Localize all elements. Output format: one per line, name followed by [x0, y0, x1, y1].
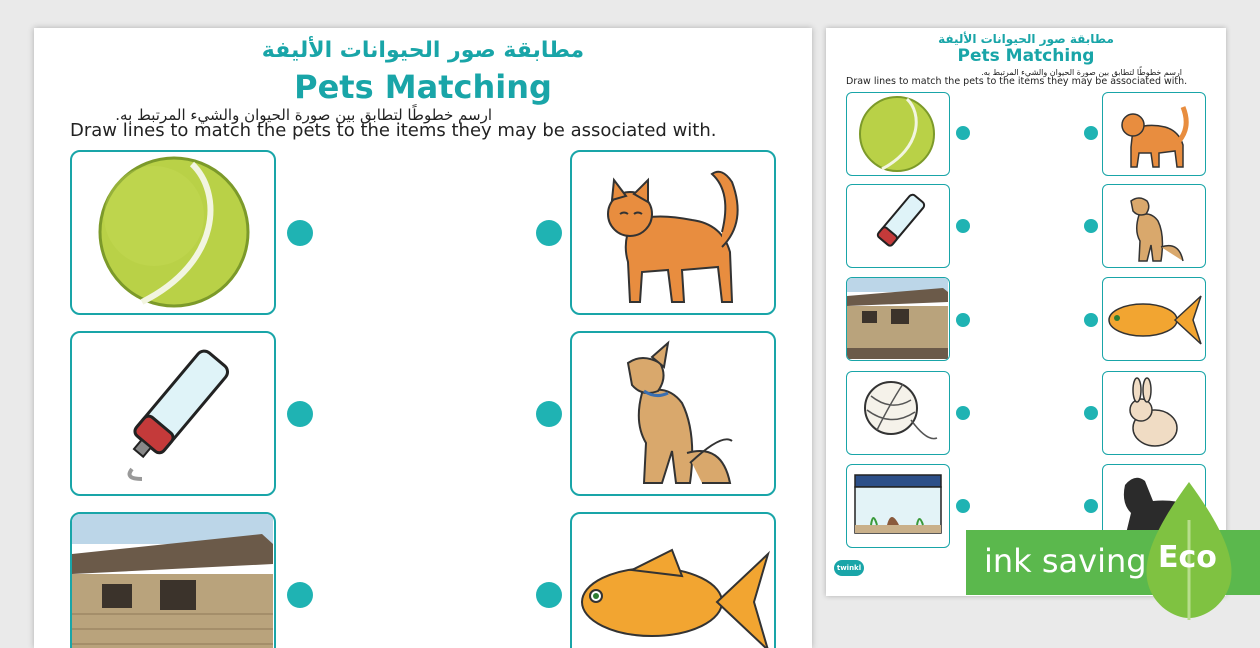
dog-icon	[572, 333, 773, 493]
item-card-ball-of-wool-small	[846, 371, 950, 455]
stable-icon	[847, 278, 948, 359]
twinkl-logo: twinkl	[834, 560, 864, 576]
pet-card-rabbit-small	[1102, 371, 1206, 455]
rabbit-icon	[1103, 372, 1204, 453]
match-dot-small-left-4[interactable]	[956, 406, 970, 420]
match-dot-right-3[interactable]	[536, 582, 562, 608]
item-card-water-bottle-small	[846, 184, 950, 268]
match-dot-right-2[interactable]	[536, 401, 562, 427]
title-english-small: Pets Matching	[957, 46, 1095, 66]
pet-card-cat	[570, 150, 776, 315]
tennis-ball-icon	[72, 152, 273, 312]
item-card-tennis-ball	[70, 150, 276, 315]
tennis-ball-icon	[847, 93, 948, 174]
match-dot-right-1[interactable]	[536, 220, 562, 246]
cat-icon	[1103, 93, 1204, 174]
match-dot-small-right-2[interactable]	[1084, 219, 1098, 233]
match-dot-small-left-3[interactable]	[956, 313, 970, 327]
pet-card-dog	[570, 331, 776, 496]
water-bottle-icon	[72, 333, 273, 493]
match-dot-left-2[interactable]	[287, 401, 313, 427]
match-dot-small-right-3[interactable]	[1084, 313, 1098, 327]
title-arabic: مطابقة صور الحيوانات الأليفة	[261, 38, 585, 63]
instruction-arabic: ارسم خطوطًا لتطابق بين صورة الحيوان والشيء المرتبط به.	[115, 106, 492, 124]
pet-card-cat-small	[1102, 92, 1206, 176]
cat-icon	[572, 152, 773, 312]
instruction-arabic-small: ارسم خطوطًا لتطابق بين صورة الحيوان والشيء المرتبط به.	[981, 68, 1182, 77]
worksheet-preview-large	[34, 28, 812, 648]
match-dot-small-right-1[interactable]	[1084, 126, 1098, 140]
pet-card-dog-small	[1102, 184, 1206, 268]
item-card-tennis-ball-small	[846, 92, 950, 176]
title-english: Pets Matching	[294, 68, 552, 106]
goldfish-icon	[572, 514, 773, 648]
stable-icon	[72, 514, 273, 648]
item-card-stable	[70, 512, 276, 648]
pet-card-goldfish	[570, 512, 776, 648]
water-bottle-icon	[847, 185, 948, 266]
instruction-english: Draw lines to match the pets to the items they may be associated with.	[70, 120, 717, 141]
match-dot-small-left-2[interactable]	[956, 219, 970, 233]
item-card-stable-small	[846, 277, 950, 361]
ball-of-wool-icon	[847, 372, 948, 453]
title-arabic-small: مطابقة صور الحيوانات الأليفة	[938, 32, 1114, 46]
match-dot-small-right-4[interactable]	[1084, 406, 1098, 420]
match-dot-small-left-5[interactable]	[956, 499, 970, 513]
goldfish-icon	[1103, 278, 1204, 359]
match-dot-small-right-5[interactable]	[1084, 499, 1098, 513]
instruction-english-small: Draw lines to match the pets to the items they may be associated with.	[846, 76, 1188, 87]
match-dot-left-1[interactable]	[287, 220, 313, 246]
eco-badge-label: Eco	[1158, 540, 1217, 575]
match-dot-small-left-1[interactable]	[956, 126, 970, 140]
item-card-fish-tank-small	[846, 464, 950, 548]
item-card-water-bottle	[70, 331, 276, 496]
match-dot-left-3[interactable]	[287, 582, 313, 608]
dog-icon	[1103, 185, 1204, 266]
ink-saving-text: ink saving	[984, 542, 1147, 580]
pet-card-goldfish-small	[1102, 277, 1206, 361]
fish-tank-icon	[847, 465, 948, 546]
